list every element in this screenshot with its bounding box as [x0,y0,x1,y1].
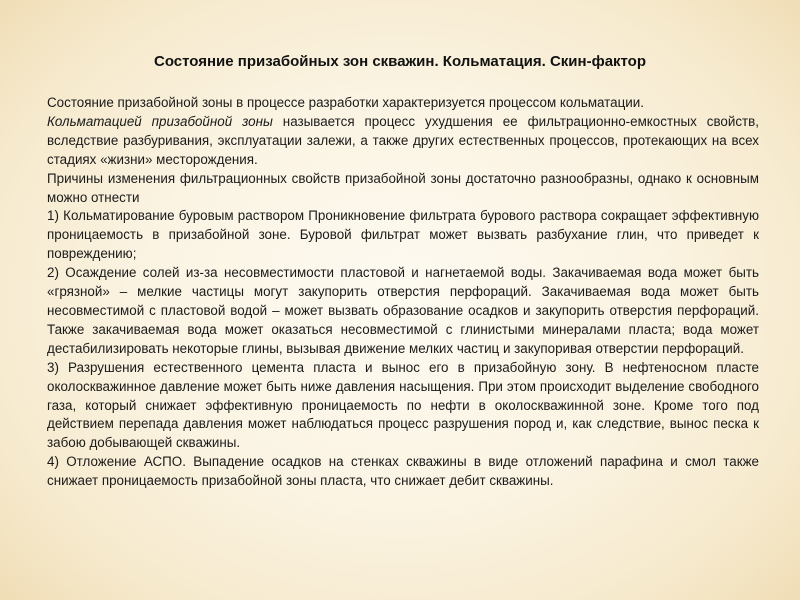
cause-item-1: 1) Кольматирование буровым раствором Проникновение фильтрата бурового раствора сокращает эффективную проницаемость в призабойной зоне. Буровой фильтрат может вызвать разбухание глин, что приведет к повреждению; [47,208,759,262]
cause-item-4: 4) Отложение АСПО. Выпадение осадков на стенках скважины в виде отложений парафина и смол также снижает проницаемость призабойной зоны пласта, что снижает дебит скважины. [47,454,759,489]
definition-paragraph [47,113,759,170]
cause-item-2: 2) Осаждение солей из-за несовместимости пластовой и нагнетаемой воды. Закачиваемая вода может быть «грязной» – мелкие частицы могут закупорить отверстия перфораций. Закачиваемая вода может быть несовместимой с пластовой водой – может вызвать образование осадков и закупорить отверстия перфораций. Также закачиваемая вода может оказаться несовместимой с глинистыми минералами пласта; вода может дестабилизировать некоторые глины, вызывая движение мелких частиц и закупоривая отверстии перфораций. [47,265,759,356]
cause-item-3: 3) Разрушения естественного цемента пласта и вынос его в призабойную зону. В нефтеносном пласте околоскважинное давление может быть ниже давления насыщения. При этом происходит выделение свободного газа, который снижает эффективную проницаемость по нефти в околоскважинной зоне. Кроме того под действием перепада давления может наблюдаться процесс разрушения пород и, как следствие, вынос песка к забою добывающей скважины. [47,359,759,451]
intro-paragraph: Состояние призабойной зоны в процессе разработки характеризуется процессом кольматации. [47,95,644,110]
slide-body [47,94,759,491]
slide-title: Состояние призабойных зон скважин. Кольматация. Скин-фактор [153,53,647,70]
causes-intro-paragraph: Причины изменения фильтрационных свойств призабойной зоны достаточно разнообразны, однако к основным можно отнести [47,170,759,205]
definition-term: Кольматацией призабойной зоны [47,113,273,129]
definition-text: называется процесс ухудшения ее фильтрационно-емкостных свойств, вследствие разбуривания, эксплуатации залежи, а также других естественных процессов, протекающих на всех стадиях «жизни» месторождения. [47,113,759,167]
